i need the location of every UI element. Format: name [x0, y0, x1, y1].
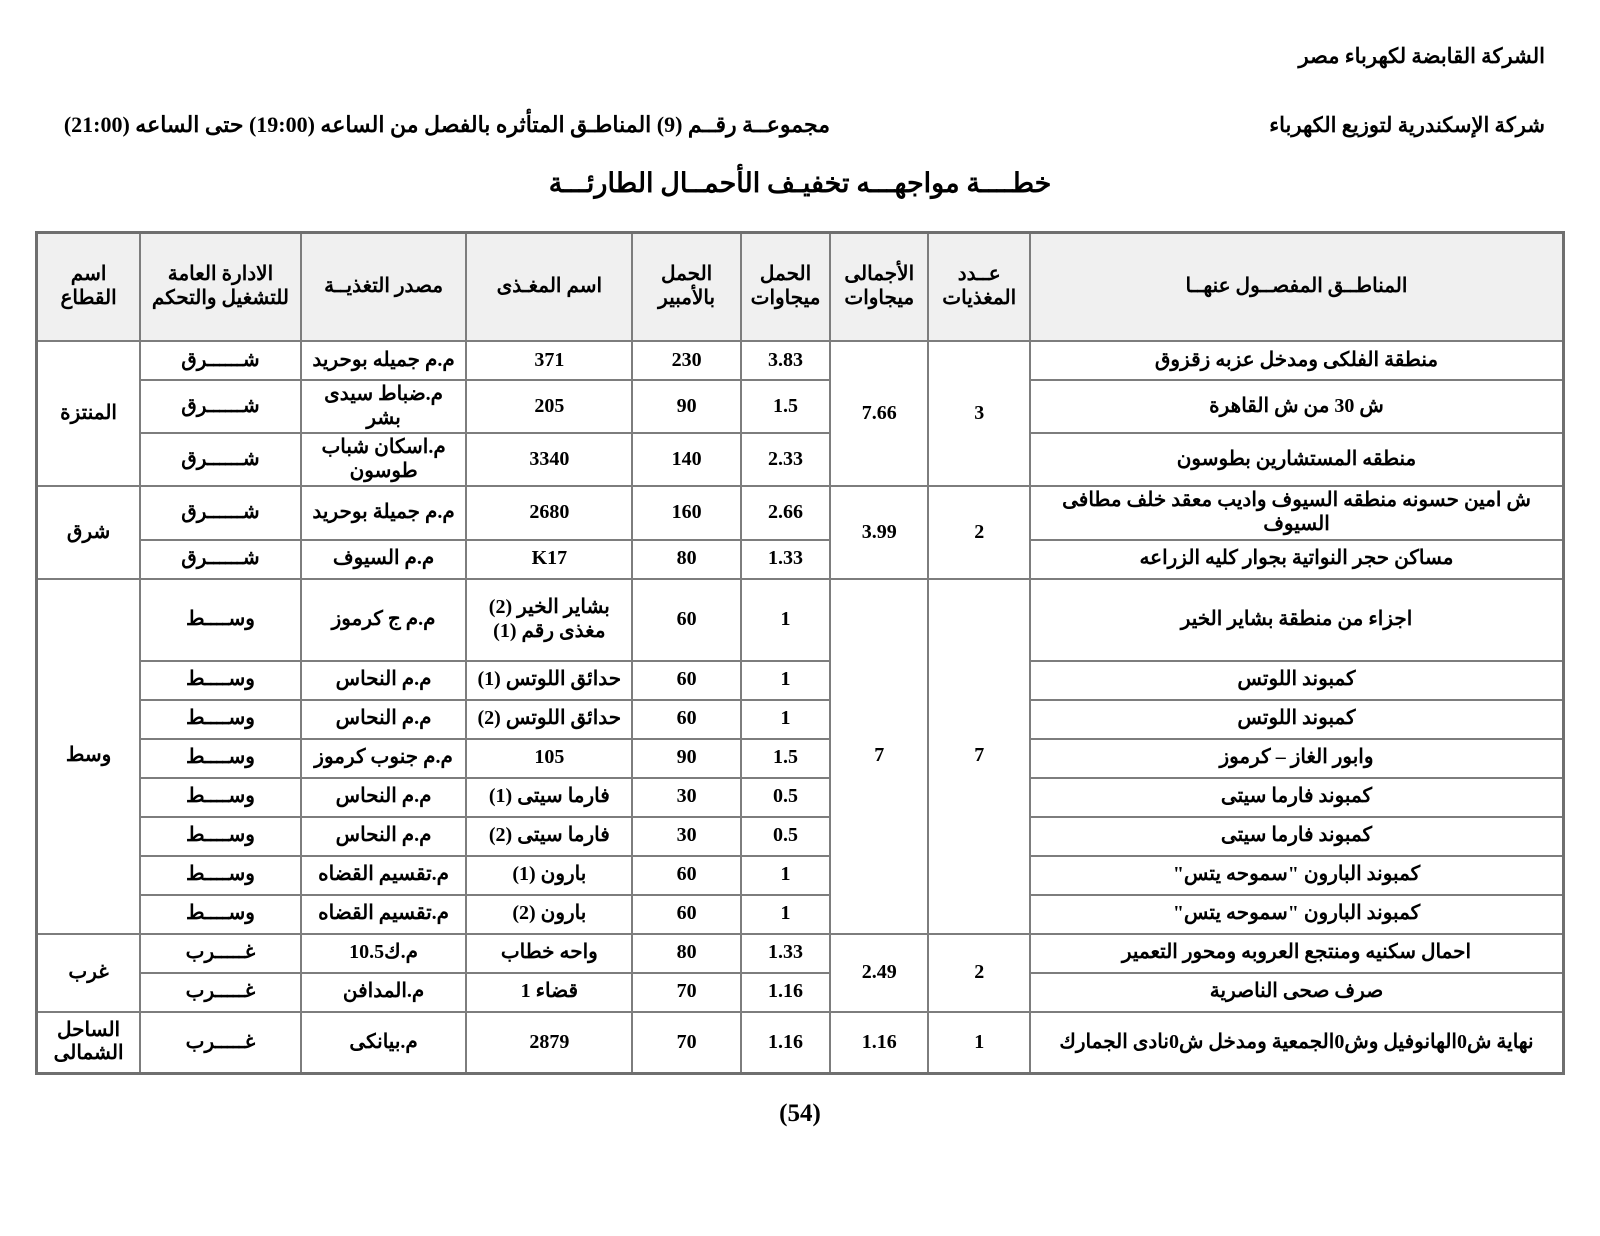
cell-admin: غـــــرب: [140, 973, 301, 1012]
cell-source: م.م جميلة بوحريد: [301, 486, 467, 539]
table-row: [37, 739, 1564, 778]
table-row: [37, 661, 1564, 700]
cell-source: م.ك10.5: [301, 934, 467, 973]
cell-sector-line2: الشمالى: [53, 1042, 124, 1065]
col-header-admin-line1: الادارة العامة: [167, 263, 274, 286]
col-header-load-mw-line1: الحمل: [759, 263, 812, 286]
col-header-load-mw-line2: ميجاوات: [750, 287, 821, 309]
cell-areas: مساكن حجر النواتية بجوار كليه الزراعه: [1030, 540, 1564, 579]
cell-load-mw: 1: [741, 661, 830, 700]
cell-load-mw: 1: [741, 856, 830, 895]
table-header-row: [37, 233, 1564, 342]
cell-load-mw: 1: [741, 895, 830, 934]
page-number: (54): [779, 1100, 821, 1127]
cell-source: م.اسكان شباب طوسون: [301, 433, 467, 486]
table-body: [37, 341, 1564, 1074]
table-row: [37, 700, 1564, 739]
col-header-source: مصدر التغذيــة: [301, 233, 467, 342]
cell-admin: وســــط: [140, 739, 301, 778]
cell-sector-line1: الساحل: [57, 1018, 121, 1041]
cell-feeder-name: [466, 579, 632, 661]
table-row: [37, 856, 1564, 895]
cell-load-amp: 70: [632, 1012, 741, 1074]
cell-admin: وســــط: [140, 579, 301, 661]
cell-source: م.م النحاس: [301, 661, 467, 700]
cell-admin: شــــــرق: [140, 341, 301, 380]
cell-admin: وســــط: [140, 778, 301, 817]
cell-load-mw: 1.16: [741, 973, 830, 1012]
cell-sector: المنتزة: [37, 341, 141, 486]
cell-feeder-name: K17: [466, 540, 632, 579]
cell-admin: وســــط: [140, 817, 301, 856]
cell-areas: منطقه المستشارين بطوسون: [1030, 433, 1564, 486]
cell-load-amp: 30: [632, 778, 741, 817]
cell-load-amp: 90: [632, 739, 741, 778]
cell-load-amp: 60: [632, 895, 741, 934]
cell-source: م.م ج كرموز: [301, 579, 467, 661]
col-header-load-amp: [632, 233, 741, 342]
cell-feeder-name: فارما سيتى (1): [466, 778, 632, 817]
cell-admin: غـــــرب: [140, 934, 301, 973]
cell-feeder-name: بارون (1): [466, 856, 632, 895]
col-header-feeder-count-line2: المغذيات: [942, 287, 1017, 309]
cell-feeder-name: 2879: [466, 1012, 632, 1074]
group-schedule-line: مجموعــة رقــم (9) المناطـق المتأثره بالفصل من الساعه (19:00) حتى الساعه (21:00): [63, 112, 830, 137]
cell-areas: كمبوند البارون "سموحه يتس": [1030, 856, 1564, 895]
cell-load-mw: 1.33: [741, 934, 830, 973]
load-shedding-table-wrapper: [35, 231, 1565, 1075]
cell-feeder-name: حدائق اللوتس (1): [466, 661, 632, 700]
col-header-feeder-name: اسم المغـذى: [466, 233, 632, 342]
cell-areas: اجزاء من منطقة بشاير الخير: [1030, 579, 1564, 661]
cell-feeder-name: 371: [466, 341, 632, 380]
col-header-total-mw-line1: الأجمالى: [844, 263, 915, 286]
col-header-load-amp-line2: بالأمبير: [658, 287, 716, 309]
cell-admin: وســــط: [140, 700, 301, 739]
cell-source: م.بيانكى: [301, 1012, 467, 1074]
cell-feeder-name: 205: [466, 380, 632, 433]
cell-total-mw: 2.49: [830, 934, 928, 1012]
cell-total-mw: 7.66: [830, 341, 928, 486]
cell-feeder-name: 105: [466, 739, 632, 778]
cell-admin: وســــط: [140, 661, 301, 700]
cell-areas: ش 30 من ش القاهرة: [1030, 380, 1564, 433]
cell-sector: شرق: [37, 486, 141, 578]
page-title: خطــــة مواجهـــه تخفيـف الأحمــال الطارئـــة: [548, 168, 1052, 198]
cell-source: م.ضباط سيدى بشر: [301, 380, 467, 433]
cell-admin: شــــــرق: [140, 540, 301, 579]
cell-sector: وسط: [37, 579, 141, 934]
cell-source: م.م النحاس: [301, 817, 467, 856]
cell-load-amp: 60: [632, 579, 741, 661]
cell-feeder-count: 1: [928, 1012, 1030, 1074]
cell-areas: كمبوند اللوتس: [1030, 700, 1564, 739]
cell-areas: كمبوند فارما سيتى: [1030, 817, 1564, 856]
table-row: [37, 934, 1564, 973]
cell-areas: كمبوند فارما سيتى: [1030, 778, 1564, 817]
cell-admin: غـــــرب: [140, 1012, 301, 1074]
cell-load-mw: 1.5: [741, 380, 830, 433]
table-row: [37, 1012, 1564, 1074]
table-row: [37, 579, 1564, 661]
col-header-admin: [140, 233, 301, 342]
load-shedding-table: [35, 231, 1565, 1075]
cell-load-mw: 0.5: [741, 817, 830, 856]
cell-load-amp: 230: [632, 341, 741, 380]
cell-admin: وســــط: [140, 895, 301, 934]
cell-total-mw: 1.16: [830, 1012, 928, 1074]
table-row: [37, 341, 1564, 380]
cell-sector: غرب: [37, 934, 141, 1012]
cell-admin: شــــــرق: [140, 433, 301, 486]
col-header-sector: اسم القطاع: [37, 233, 141, 342]
cell-areas: منطقة الفلكى ومدخل عزبه زقزوق: [1030, 341, 1564, 380]
cell-load-mw: 1.33: [741, 540, 830, 579]
cell-feeder-name: 3340: [466, 433, 632, 486]
table-row: [37, 540, 1564, 579]
cell-feeder-name: 2680: [466, 486, 632, 539]
cell-areas: صرف صحى الناصرية: [1030, 973, 1564, 1012]
cell-source: م.م جنوب كرموز: [301, 739, 467, 778]
cell-total-mw: 7: [830, 579, 928, 934]
distribution-company-name: شركة الإسكندرية لتوزيع الكهرباء: [1269, 113, 1545, 137]
col-header-total-mw: [830, 233, 928, 342]
cell-load-mw: 1.5: [741, 739, 830, 778]
col-header-load-amp-line1: الحمل: [660, 263, 713, 286]
cell-areas: احمال سكنيه ومنتجع العروبه ومحور التعمير: [1030, 934, 1564, 973]
cell-source: م.المدافن: [301, 973, 467, 1012]
table-row: [37, 778, 1564, 817]
cell-load-amp: 90: [632, 380, 741, 433]
cell-source: م.م النحاس: [301, 778, 467, 817]
cell-load-mw: 0.5: [741, 778, 830, 817]
cell-load-amp: 80: [632, 540, 741, 579]
cell-areas: كمبوند اللوتس: [1030, 661, 1564, 700]
table-row: [37, 380, 1564, 433]
table-row: [37, 486, 1564, 539]
cell-load-amp: 30: [632, 817, 741, 856]
cell-areas: وابور الغاز – كرموز: [1030, 739, 1564, 778]
cell-load-amp: 60: [632, 856, 741, 895]
cell-admin: شــــــرق: [140, 380, 301, 433]
cell-source: م.م جميله بوحريد: [301, 341, 467, 380]
cell-feeder-count: 7: [928, 579, 1030, 934]
cell-feeder-name: بارون (2): [466, 895, 632, 934]
cell-feeder-name-line2: مغذى رقم (1): [493, 619, 606, 642]
cell-feeder-name: حدائق اللوتس (2): [466, 700, 632, 739]
col-header-areas: المناطــق المفصــول عنهــا: [1030, 233, 1564, 342]
table-row: [37, 895, 1564, 934]
cell-feeder-count: 2: [928, 486, 1030, 578]
col-header-feeder-count: [928, 233, 1030, 342]
cell-load-amp: 60: [632, 661, 741, 700]
cell-total-mw: 3.99: [830, 486, 928, 578]
cell-load-amp: 80: [632, 934, 741, 973]
cell-feeder-name: فارما سيتى (2): [466, 817, 632, 856]
cell-sector: [37, 1012, 141, 1074]
cell-load-mw: 2.66: [741, 486, 830, 539]
cell-load-mw: 1: [741, 579, 830, 661]
cell-feeder-count: 2: [928, 934, 1030, 1012]
cell-areas: نهاية ش0الهانوفيل وش0الجمعية ومدخل ش0نادى الجمارك: [1030, 1012, 1564, 1074]
col-header-load-mw: [741, 233, 830, 342]
cell-feeder-name-line1: بشاير الخير (2): [488, 595, 610, 618]
table-row: [37, 433, 1564, 486]
col-header-total-mw-line2: ميجاوات: [844, 287, 915, 309]
cell-load-amp: 60: [632, 700, 741, 739]
cell-load-amp: 160: [632, 486, 741, 539]
cell-areas: كمبوند البارون "سموحه يتس": [1030, 895, 1564, 934]
cell-feeder-name: قضاء 1: [466, 973, 632, 1012]
cell-source: م.م السيوف: [301, 540, 467, 579]
cell-load-mw: 1.16: [741, 1012, 830, 1074]
cell-source: م.تقسيم القضاه: [301, 856, 467, 895]
cell-load-mw: 3.83: [741, 341, 830, 380]
cell-feeder-name: واحه خطاب: [466, 934, 632, 973]
cell-load-amp: 140: [632, 433, 741, 486]
table-row: [37, 817, 1564, 856]
cell-admin: وســــط: [140, 856, 301, 895]
holding-company-name: الشركة القابضة لكهرباء مصر: [1298, 44, 1545, 68]
cell-source: م.م النحاس: [301, 700, 467, 739]
col-header-admin-line2: للتشغيل والتحكم: [151, 287, 289, 309]
cell-admin: شــــــرق: [140, 486, 301, 539]
cell-areas: ش امين حسونه منطقه السيوف واديب معقد خلف مطافى السيوف: [1030, 486, 1564, 539]
cell-feeder-count: 3: [928, 341, 1030, 486]
col-header-feeder-count-line1: عــدد: [957, 263, 1001, 286]
cell-source: م.تقسيم القضاه: [301, 895, 467, 934]
table-row: [37, 973, 1564, 1012]
cell-load-mw: 2.33: [741, 433, 830, 486]
cell-load-mw: 1: [741, 700, 830, 739]
cell-load-amp: 70: [632, 973, 741, 1012]
